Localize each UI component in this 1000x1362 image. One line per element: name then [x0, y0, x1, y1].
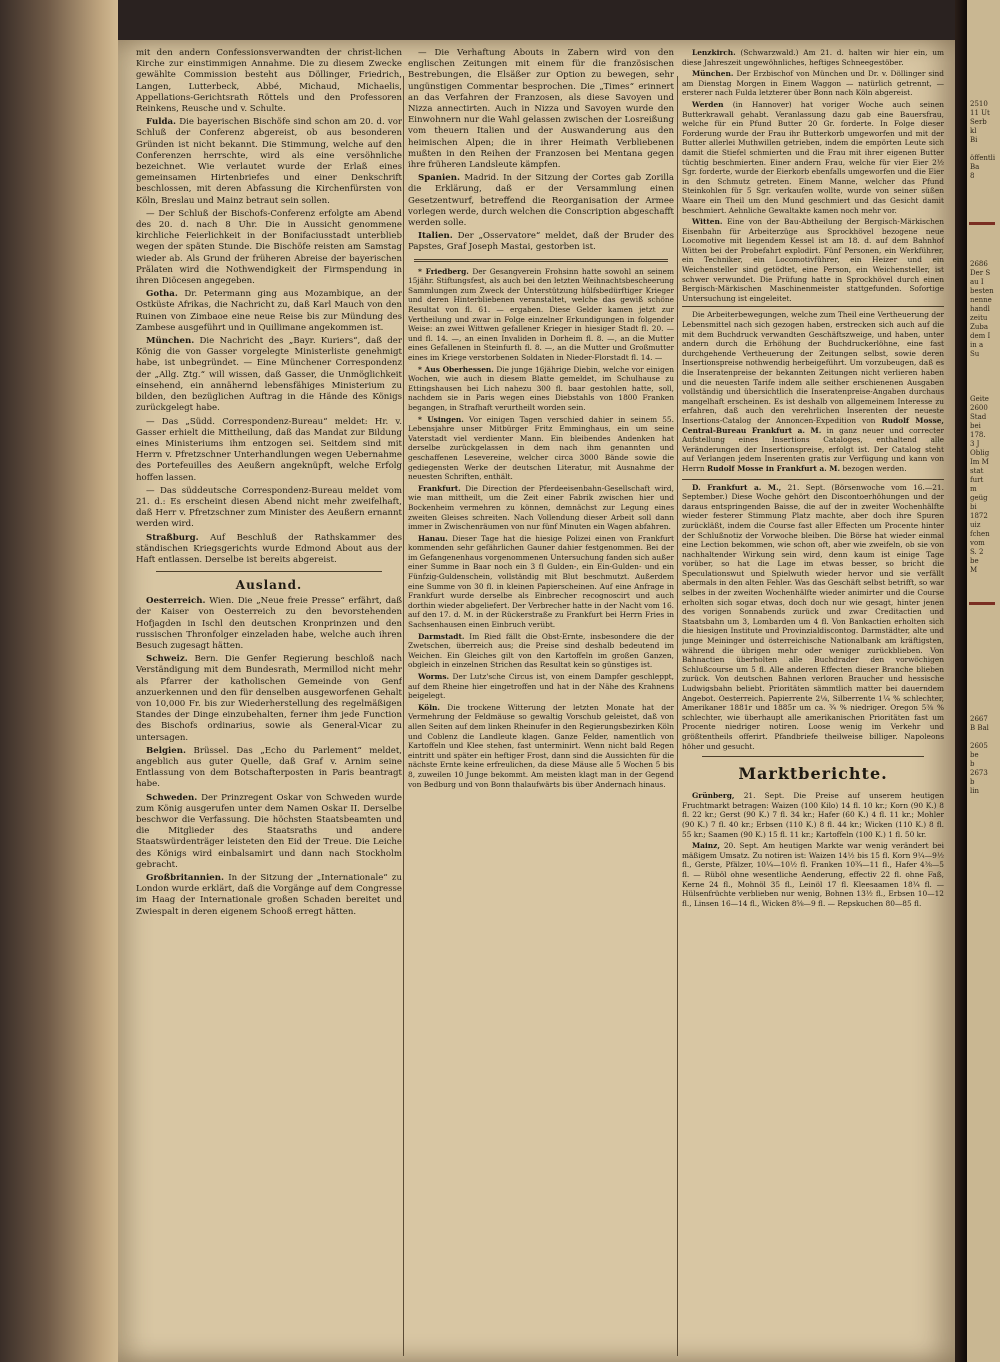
article-text: Dieser Tage hat die hiesige Polizei einen von Frankfurt kommenden sehr gefährlichen Gauner dahier festgenommen. Bei der im Gefangenenhaus vorgenommenen Untersuchung fanden sich außer einer Summe in Baar noch ein 3 fl Gulden-, ein Ein-Gulden- und ein Fünfzig-Guldenschein, vollständig mit Blut beschmutzt. Außerdem eine Summe von 30 fl. in kleinen Papierscheinen. Auf eine Anfrage in Frankfurt wurde derselbe als Einbrecher recognoscirt und auch dorthin wieder abgeliefert. Der Verbrecher hatte in der Nacht vom 16. auf den 17. d. M. in der Rückerstraße zu Frankfurt bei Herrn Fries in Sachsenhausen einen Einbruch verübt.	[408, 533, 674, 630]
article	[408, 703, 674, 789]
article-dateline: * Usingen.	[418, 414, 464, 424]
article	[682, 483, 944, 752]
article-dateline: Hanau.	[418, 533, 448, 543]
article-text: Die bayerischen Bischöfe sind schon am 20. d. vor Schluß der Conferenz abgereist, ob aus besonderen Gründen ist nicht bekannt. Die Stimmung, welche auf den Conferenzen herrschte, wird als eine versöhnliche bezeichnet. Wie verlautet wurde der Erlaß eines gemeinsamen Hirtenbriefes und einer Denkschrift beschlossen, mit deren Abfassung die Kirchenfürsten von Köln, Breslau und Mainz betraut sein sollen.	[136, 117, 402, 206]
book-edge-left	[0, 0, 118, 1362]
article-dateline: Italien.	[418, 231, 453, 242]
article	[136, 336, 402, 414]
section-heading-ausland: Ausland.	[235, 578, 303, 593]
article-dateline: * Friedberg.	[418, 266, 469, 276]
divider	[702, 756, 924, 757]
article-text: Der Lutz'sche Circus ist, von einem Dampfer geschleppt, auf dem Rheine hier eingetroffen und hat in der Nähe des Krahnens beigelegt.	[408, 672, 674, 701]
article-dateline: Belgien.	[146, 745, 186, 756]
article-text: Brüssel. Das „Echo du Parlement“ meldet, angeblich aus guter Quelle, daß Graf v. Arnim seine Entlassung von dem Botschafterposten in Paris beantragt habe.	[136, 745, 402, 790]
article-text: Der Erzbischof von München und Dr. v. Döllinger sind am Dienstag Morgen in Einem Waggon — natürlich getrennt, — ersterer nach Fulda letzterer über Bonn nach Köln abgereist.	[682, 69, 944, 98]
ad-body: Die Arbeiterbewegungen, welche zum Theil eine Vertheuerung der Lebensmittel nach sich gezogen haben, erstrecken sich auch auf die mit dem Buchdruck verwandten Geschäftszweige, und haben, unter andern durch die Erhöhung der Buchdruckerlöhne, eine fast durchgehende Vertheuerung der Zeitungen selbst, sowie deren Insertionspreise nothwendig herbeigeführt. Um vorzubeugen, daß es die Inseratenpreise der bekannten Zeitungen nicht verlieren haben und die neuesten Tarife indem alle seither erschienenen Ausgaben vollständig und übersichtlich die Inseratenpreise-Angaben durchaus mangelhaft erscheinen. Es ist deshalb von allgemeinem Interesse zu erfahren, daß auch den verehrlichen Inserenten der neueste Insertions-Catalog der Annoncen-Expedition von	[682, 310, 944, 425]
article-text: Die trockene Witterung der letzten Monate hat der Vermehrung der Feldmäuse so gewaltig Vorschub geleistet, daß von allen Seiten auf dem linken Rheinufer in den Regierungsbezirken Köln und Coblenz die Landleute klagen. Ganze Felder, namentlich von Kartoffeln und Klee stehen, fast unterminirt. Wenn nicht bald Regen eintritt und später ein heftiger Frost, dann sind die Aussichten für die nächste Ernte keine erfreulichen, da diese Mäuse alle 5 Wochen 5 bis 8, zuweilen 10 Junge bekommt. Am meisten klagt man in der Gegend von Bedburg und von Bonn thalaufwärts bis über Andernach hinaus.	[408, 702, 674, 789]
article	[408, 484, 674, 532]
article-dateline: Werden	[692, 99, 724, 109]
article-text: (in Hannover) hat voriger Woche auch seinen Butterkrawall gehabt. Veranlassung dazu gab eine Bauersfrau, welche für ein Pfund Butter 20 Gr. forderte. In Folge dieser Forderung wurde der Frau ihr Butterkorb umgeworfen und mit der Butter allerlei Muthwillen getrieben, indem die empörten Leute sich damit die Stiefel schmierten und die Frau mit ihrer eigenen Butter tüchtig beschmierten. Einer andern Frau, welche für vier Eier 2½ Sgr. forderte, wurde der Eierkorb ebenfalls umgeworfen und die Eier in den Schmutz getreten. Einem Manne, welcher das Pfund Steinkohlen für 5 Sgr. verkaufen wollte, wurde von seiner süßen Waare ein Theil um den Mund geschmiert und das Gesicht damit beschmiert. Aehnliche Gewaltakte kamen noch mehr vor.	[682, 99, 944, 215]
article	[136, 746, 402, 791]
article-text: Auf Beschluß der Rathskammer des ständischen Kriegsgerichts wurde Edmond About aus der Haft entlassen. Derselbe ist bereits abgereist.	[136, 532, 402, 565]
article	[136, 533, 402, 567]
article-text: Der Prinzregent Oskar von Schweden wurde zum König ausgerufen unter dem Namen Oskar II. Derselbe beschwor die Verfassung. Die höchsten Staatsbeamten und die Mitglieder des Staatsraths und andere Staatswürdenträger leisteten den Eid der Treue. Die Leiche des Königs wird einbalsamirt und dann nach Stockholm gebracht.	[136, 792, 402, 870]
article-dateline: Witten.	[692, 217, 723, 227]
article-text: Die Nachricht des „Bayr. Kuriers“, daß der König die von Gasser vorgelegte Ministerliste genehmigt habe, ist unbegründet. — Eine Münchener Correspondenz der „Allg. Ztg.“ will wissen, daß Gasser, die Unmöglichkeit einsehend, ein annähernd lebensfähiges Ministerium zu bilden, den bezüglichen Auftrag in die Hände des Königs zurückgelegt habe.	[136, 336, 402, 414]
article-text: Der Gesangverein Frohsinn hatte sowohl an seinem 15jähr. Stiftungsfest, als auch bei den letzten Weihnachtsbescheerung Sammlungen zum Zweck der Unterstützung hülfsbedürftiger Krieger und deren Hinterbliebenen veranstaltet, welche das gewiß schöne Resultat von fl. 61. — ergaben. Diese Gelder kamen jetzt zur Vertheilung und zwar in Folge einzelner Erkundigungen in folgender Weise: an zwei Wittwen gefallener Krieger in hiesiger Stadt fl. 20. — und fl. 14. —, an einen Invaliden in Dorheim fl. 8. —, an die Mutter eines Gefallenen in Steinfurth fl. 8. —, an die Mutter und Großmutter eines im Kriege verstorbenen Soldaten in Nieder-Florstadt fl. 14. —	[408, 266, 674, 362]
ad-company-name: Rudolf Mosse, Central-Bureau Frankfurt a. M.	[682, 415, 944, 435]
article-dateline: Schweiz.	[146, 654, 188, 665]
book-gutter	[955, 0, 967, 1362]
article-text: Im Ried fällt die Obst-Ernte, insbesondere die der Zwetschen, überreich aus; die Preise sind deshalb bedeutend im Weichen. Ein Gleiches gilt von den Kartoffeln im großen Ganzen, obgleich in einzelnen Strichen das Resultat kein so günstiges ist.	[408, 631, 674, 670]
article-text: Die Direction der Pferdeeisenbahn-Gesellschaft wird, wie man mittheilt, um die Zeit einer Fabrik zwischen hier und Bockenheim vermehren zu können, demnächst zur Legung eines zweiten Gleises schreiten. Nach Vollendung dieser Arbeit soll dann immer in Zwischenräumen von nur fünf Minuten ein Wagen abfahren.	[408, 483, 674, 532]
article	[136, 289, 402, 334]
article-text: Der „Osservatore“ meldet, daß der Bruder des Papstes, Graf Joseph Mastai, gestorben ist.	[408, 231, 674, 253]
ad-body-cont: in ganz neuer und correcter Aufstellung eines Insertions Cataloges, enthaltend alle Veränderungen der Insertionspreise, erfolgt ist. Der Catalog steht auf Verlangen jedem Inserenten gratis zur Verfügung und kann von Herrn	[682, 425, 944, 473]
article	[136, 793, 402, 871]
article-text: — Der Schluß der Bischofs-Conferenz erfolgte am Abend des 20. d. nach 8 Uhr. Die in Aussicht genommene kirchliche Feierlichkeit in der Bonifaciusstadt unterblieb wegen der späten Stunde. Die Bischöfe reisten am Samstag wieder ab. Als Grund der früheren Abreise der bayerischen Prälaten wird die Nothwendigkeit der Firmspendung in ihren Diöcesen angegeben.	[136, 208, 402, 287]
article-dateline: München.	[692, 69, 734, 79]
column-3	[682, 48, 944, 1348]
margin-note-2: 2686 Der S au I besten nenne handl zeitu Zuba dem I in a Su	[970, 260, 994, 358]
article-dateline: Köln.	[418, 702, 440, 712]
article-dateline: * Aus Oberhessen.	[418, 364, 494, 374]
ad-company-location: Rudolf Mosse in Frankfurt a. M.	[707, 463, 841, 473]
article-dateline: D. Frankfurt a. M.,	[692, 482, 782, 492]
article-dateline: Grünberg,	[692, 791, 735, 801]
article-text: 21. Sept. Die Preise auf unserem heutigen Fruchtmarkt betragen: Waizen (100 Kilo) 14 fl. 10 kr.; Korn (90 K.) 8 fl. 22 kr.; Gerst (90 K.) 7 fl. 34 kr.; Hafer (60 K.) 4 fl. 11 kr.; Mohler (90 K.) 7 fl. 40 kr.; Erbsen (110 K.) 8 fl. 44 kr.; Wicken (110 K.) 8 fl. 55 kr.; Saamen (90 K.) 15 fl. 11 kr.; Kartoffeln (100 K.) 1 fl. 50 kr.	[682, 791, 944, 839]
article-dateline: Großbritannien.	[146, 873, 224, 884]
article-dateline: Oesterreich.	[146, 596, 206, 607]
article-dateline: Darmstadt.	[418, 631, 465, 641]
column-1	[136, 48, 402, 1348]
section-heading-marktberichte: Marktberichte.	[738, 764, 888, 784]
article	[136, 596, 402, 652]
article	[682, 791, 944, 839]
article-dateline: Gotha.	[146, 289, 178, 300]
article-text: 21. Sept. (Börsenwoche vom 16.—21. September.) Diese Woche gehört den Discontoerhöhungen und der daraus entspringenden Baisse, die auf der in zweiter Wochenhälfte wieder festerer Stimmung Platz machte, aber doch ihre Spuren zurückläßt, indem die Course fast aller Effecten um Procente hinter der Schlußnotiz der Vorwoche bleiben. Die Börse hat wieder einmal eine Lection bekommen, wie schon oft, aber wie zweifeln, ob sie von nachhaltender Wirkung sein wird, denn kaum ist einige Tage vorüber, so hat die Lage im etwas besser, so bricht die Speculationswut und Spielwuth wieder hervor und sie verfällt abermals in den alten Fehler. Was das Geschäft selbst betrifft, so war selbes in der zweiten Wochenhälfte wieder animirter und die Course erholten sich sogar etwas, doch doch nur wie gesagt, hinter jenen des vorigen Sonnabends zurück und zwar Creditactien und Staatsbahn um 3, Lombarden um 4 fl. Von Bankactien erholten sich die hiesigen Institute und Provinzialdiscontog. Darmstädter, alte und junge Meininger und österreichische Nationalbank am kräftigsten, während die übrigen mehr oder weniger zurückblieben. Von Bahnactien überholten alle Buchdrader den vorwöchigen Schlußcourse um 5 fl. Alle anderen Effecten dieser Branche blieben zurück. Von deutschen Bahnen verloren Braucher und hessische Ludwigsbahn beliebt. Prioritäten sämmtlich matter bei dauerndem Angebot. Oesterreich. Papierrente 2⅛, Silberrente 1¼ % schlechter, Amerikaner 1881r und 1885r um ca. ¾ % niedriger. Oregon 5⅜ % schlechter, wie überhaupt alle amerikanischen Prioritäten fast um Procente niedriger notiren. Loose wenig im Verkehr und größtentheils offerirt. Pfandbriefe theilweise billiger. Napoleons höher und gesucht.	[682, 482, 944, 751]
article-text: — Das „Südd. Correspondenz-Bureau“ meldet: Hr. v. Gasser erhielt die Mittheilung, daß das Mandat zur Bildung eines Ministeriums ihm entzogen sei. Seitdem sind mit Herrn v. Pfretzschner Unterhandlungen wegen Uebernahme des Portefeuilles des Aeußern angeknüpft, welche Erfolg hoffen lassen.	[136, 416, 402, 483]
article	[682, 100, 944, 215]
divider	[156, 571, 382, 572]
adjacent-page-strip	[967, 0, 1000, 1362]
article	[408, 267, 674, 363]
article	[408, 632, 674, 670]
article	[408, 173, 674, 229]
article-text: In der Sitzung der „Internationale“ zu London wurde erklärt, daß die Vorgänge auf dem Congresse im Haag der Internationale großen Schaden bereitet und Zwiespalt in deren eigenem Schooß erregt hätten.	[136, 873, 402, 917]
article	[136, 654, 402, 744]
article-text: Die junge 16jährige Diebin, welche vor einigen Wochen, wie auch in diesem Blatte gemeldet, im Schulhause zu Ettingshausen bei Lich nahezu 300 fl. baar gestohlen hatte, soll, nachdem sie in Paris wegen eines Diebstahls von 1800 Franken begangen, in Strafhaft verurtheilt worden sein.	[408, 364, 674, 412]
article-text: Vor einigen Tagen verschied dahier in seinem 55. Lebensjahre unser Mitbürger Fritz Emminghaus, ein um seine Vaterstadt viel verdienter Mann. Ein bleibendes Andenken hat derselbe zurückgelassen in dem nach ihm genannten und geschaffenen Lesevereine, welcher circa 3000 Bände sowie die gediegensten Werke der deutschen Literatur, mit Ausnahme der neuesten Schriften, enthält.	[408, 414, 674, 482]
article-text: — Das süddeutsche Correspondenz-Bureau meldet vom 21. d.: Es erscheint diesen Abend nicht mehr zweifelhaft, daß Herr v. Pfretzschner zum Minister des Aeußern ernannt werden wird.	[136, 485, 402, 530]
article-text: mit den andern Confessionsverwandten der christ-lichen Kirche zur einstimmigen Annahme. Die zu diesem Zwecke gewählte Commission besteht aus Döllinger, Friedrich, Langen, Lutterbeck, Abbé, Michaud, Michaelis, Appellations-Gerichtsrath Röttels und den Professoren Reinkens, Reusche und v. Schulte.	[136, 48, 402, 115]
article-dateline: Mainz,	[692, 841, 720, 851]
article	[682, 841, 944, 908]
article	[408, 534, 674, 630]
article-text: Wien. Die „Neue freie Presse“ erfährt, daß der Kaiser von Oesterreich zu den bevorstehenden Hofjagden in Ischl den deutschen Kronprinzen und den russischen Thronfolger einzeladen habe, welche auch ihren Besuch zugesagt hätten.	[136, 596, 402, 651]
article	[136, 873, 402, 918]
article-text: Dr. Petermann ging aus Mozambique, an der Ostküste Afrikas, die Nachricht zu, daß Karl Mauch von den Ruinen von Zimbaoe eine neue Reise bis zur Mündung des Zambese ausgeführt und in Quillimane angekommen ist.	[136, 289, 402, 333]
article-text: Madrid. In der Sitzung der Cortes gab Zorilla die Erklärung, daß er der Versammlung einen Gesetzentwurf, betreffend die Reorganisation der Armee vorlegen werde, durch welchen die Conscription abgeschafft werden solle.	[408, 173, 674, 229]
margin-note-1: 2510 11 Ut Serb kl Bi öffentli Ba 8	[970, 100, 996, 180]
article-text: Eine von der Bau-Abtheilung der Bergisch-Märkischen Eisenbahn für Arbeiterzüge aus Sprockhövel bezogene neue Locomotive mit liegendem Kessel ist am 18. d. auf dem Bahnhof Witten bei der Probefahrt explodirt. Fünf Personen, ein Werkführer, ein Techniker, ein Locomotivführer, ein Heizer und ein Weichensteller sind getödtet, eine Person, ein Weichensteller, ist schwer verwundet. Die Prüfung hatte in Sprockhövel durch einen Bergisch-Märkischen Maschinenmeister stattgefunden. Sofortige Untersuchung ist eingeleitet.	[682, 217, 944, 303]
article-text: — Die Verhaftung Abouts in Zabern wird von den englischen Zeitungen mit einem für die französischen Bestrebungen, die Elsäßer zur Option zu bewegen, sehr ungünstigen Commentar besprochen. Die „Times“ erinnert an das Verfahren der Franzosen, als diese Savoyen und Nizza annectirten. Auch in Nizza und Savoyen wurde den Einwohnern nur die Wahl gelassen zwischen der Losreißung vom theuern Italien und der Auswanderung aus den heimischen Alpen; die in ihrer Heimath Verbliebenen mußten in den Reihen der Franzosen bei Mentana gegen ihre früheren Landsleute kämpfen.	[408, 48, 674, 171]
article	[408, 365, 674, 413]
article-text: 20. Sept. Am heutigen Markte war wenig verändert bei mäßigem Umsatz. Zu notiren ist: Waizen 14½ bis 15 fl. Korn 9¼—9½ fl., Gerste, Pfälzer, 10¼—10½ fl. Franken 10¾—11 fl., Hafer 4⅜—5 fl. — Rüböl ohne wesentliche Aenderung, effectiv 22 fl. ohne Faß, Kerne 24 fl., Mohnöl 35 fl., Leinöl 17 fl. Kleesaamen 18¼ fl. — Hülsenfrüchte verblieben nur wenig, Bohnen 13½ fl., Erbsen 10—12 fl., Linsen 16—14 fl., Wicken 8⅝—9 fl. — Repskuchen 80—85 fl.	[682, 841, 944, 908]
margin-note-4: 2667 B Bal 2605 be b 2673 b lin	[970, 715, 989, 795]
ad-body-end: bezogen werden.	[842, 463, 907, 473]
article	[136, 117, 402, 207]
article-dateline: Frankfurt.	[418, 483, 461, 493]
article-dateline: Lenzkirch.	[692, 48, 736, 57]
divider	[414, 259, 668, 262]
red-marker	[969, 602, 995, 605]
article-text: (Schwarzwald.) Am 21. d. halten wir hier ein, um diese Jahreszeit ungewöhnliches, heftiges Schneegestöber.	[682, 48, 944, 67]
article	[408, 415, 674, 482]
article	[682, 48, 944, 67]
article-dateline: Straßburg.	[146, 532, 199, 543]
advertisement-notice	[682, 306, 944, 479]
column-rule	[403, 76, 404, 1356]
ad-text	[682, 310, 944, 473]
article-dateline: Schweden.	[146, 792, 198, 803]
column-2	[408, 48, 674, 1348]
article	[682, 69, 944, 98]
article-text: Bern. Die Genfer Regierung beschloß nach Verständigung mit dem Bundesrath, Mermillod nicht mehr als Pfarrer der katholischen Gemeinde von Genf anzuerkennen und den für denselben ausgeworfenen Gehalt von 10,000 Fr. bis zur Wiederherstellung des regelmäßigen Standes der Dinge einzubehalten, ferner ihm jede Function des Bischofs ordinarius, sowie als General-Vicar zu untersagen.	[136, 654, 402, 743]
article	[682, 217, 944, 303]
column-rule	[677, 76, 678, 1356]
article-dateline: München.	[146, 336, 195, 347]
article	[408, 231, 674, 253]
article-dateline: Worms.	[418, 672, 450, 681]
article	[408, 672, 674, 701]
article-dateline: Spanien.	[418, 173, 461, 184]
margin-note-3: Geite 2600 Stad bei 178. 3 J Oblig Im M stat furt m geüg bi 1872 uiz fchen vom S. 2 be M	[970, 395, 990, 574]
red-marker	[969, 222, 995, 225]
article-dateline: Fulda.	[146, 117, 177, 128]
